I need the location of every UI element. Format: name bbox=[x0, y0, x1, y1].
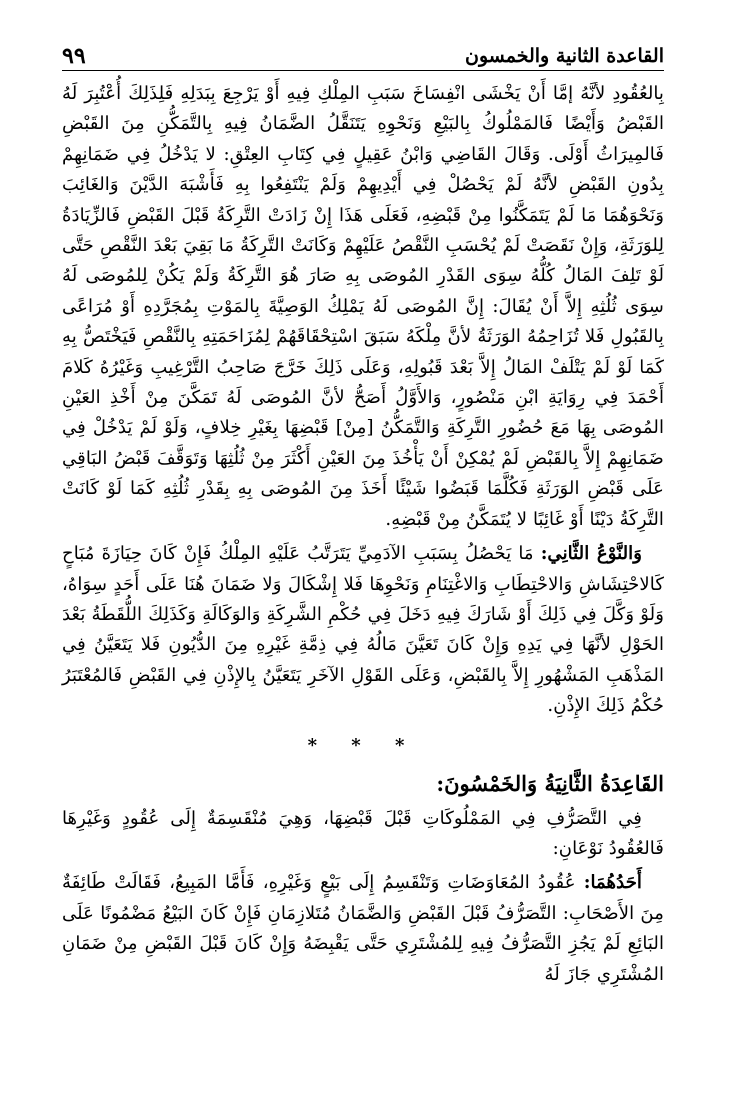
running-title: القاعدة الثانية والخمسون bbox=[465, 45, 664, 67]
first-type-heading: أَحَدُهُمَا: bbox=[583, 872, 642, 894]
page-body bbox=[62, 79, 664, 990]
page-number: ٩٩ bbox=[62, 43, 86, 69]
book-page bbox=[62, 34, 664, 1097]
paragraph-second-type bbox=[62, 539, 664, 721]
section-title: القَاعِدَةُ الثَّانِيَةُ وَالخَمْسُونَ: bbox=[436, 770, 664, 796]
paragraph-inheritance: بِالعُقُودِ لأنَّهُ إمَّا أَنْ يَخْشَى انْفِسَاخَ سَبَبِ المِلْكِ فِيهِ أَوْ يَرْجِعَ بِبَدَلِهِ فَلِذَلِكَ أُعْتُبِرَ لَهُ القَبْضُ وَأَيْضًا فَالمَمْلُوكُ بِالبَيْعِ وَنَحْوِهِ يَتَنَقَّلُ الضَّمَانُ فِيهِ بِالتَّمَكُّنِ مِنَ القَبْضِ فَالمِيرَاثُ أَوْلَى. وَقَالَ القَاضِي وَابْنُ عَقِيلٍ فِي كِتَابِ العِتْقِ: لا يَدْخُلُ فِي ضَمَانِهِمْ بِدُونِ القَبْضِ لأنَّهُ لَمْ يَحْصُلْ فِي أَيْدِيهِمْ وَلَمْ يَنْتَفِعُوا بِهِ فَأَشْبَهَ الدَّيْنَ وَالغَائِبَ وَنَحْوَهُمَا مَا لَمْ يَتَمَكَّنُوا مِنْ قَبْضِهِ، فَعَلَى هَذَا إِنْ زَادَتْ التَّرِكَةُ قَبْلَ القَبْضِ فَالزِّيَادَةُ لِلوَرَثَةِ، وَإِنْ نَقَصَتْ لَمْ يُحْسَبِ النَّقْصُ عَلَيْهِمْ وَكَانَتْ التَّرِكَةُ مَا بَقِيَ بَعْدَ النَّقْصِ حَتَّى لَوْ تَلِفَ المَالُ كُلُّهُ سِوَى القَدْرِ المُوصَى بِهِ صَارَ هُوَ التَّرِكَةُ وَلَمْ يَكُنْ لِلمُوصَى لَهُ سِوَى ثُلُثِهِ إِلاَّ أَنْ يُقَالَ: إِنَّ المُوصَى لَهُ يَمْلِكُ الوَصِيَّةَ بِالمَوْتِ بِمُجَرَّدِهِ أَوْ مُرَاعًى بِالقَبُولِ فَلا تُزَاحِمُهُ الوَرَثَةُ لأنَّ مِلْكَهُ سَبَقَ اسْتِحْقَاقَهُمْ لِمُزَاحَمَتِهِ بِالنَّقْصِ فَيَخْتَصُّ بِهِ كَمَا لَوْ لَمْ يَتْلَفْ المَالُ إِلاَّ بَعْدَ قَبُولِهِ، وَعَلَى ذَلِكَ خَرَّجَ صَاحِبُ التَّرْغِيبِ وَغَيْرُهُ كَلامَ أَحْمَدَ فِي رِوَايَةِ ابْنِ مَنْصُورٍ، وَالأَوَّلُ أَصَحُّ لأنَّ المُوصَى لَهُ تَمَكَّنَ مِنْ أَخْذِ العَيْنِ المُوصَى بِهَا مَعَ حُضُورِ التَّرِكَةِ وَالتَّمَكُّنُ [مِنْ] قَبْضِهَا بِغَيْرِ خِلافٍ، وَلَوْ لَمْ يَدْخُلْ فِي ضَمَانِهِمْ إِلاَّ بِالقَبْضِ لَمْ يُمْكِنْ أَنْ يَأْخُذَ مِنَ العَيْنِ أَكْثَرَ مِنْ ثُلُثِهَا وَتَوَقَّفَ قَبْضُ البَاقِي عَلَى قَبْضِ الوَرَثَةِ فَكُلَّمَا قَبَضُوا شَيْئًا أَخَذَ مِنَ المُوصَى بِهِ بِقَدْرِ ثُلُثِهِ كَمَا لَوْ كَانَتْ التَّرِكَةُ دَيْنًا أَوْ غَائِبًا لا يُتَمَكَّنُ مِنْ قَبْضِهِ. bbox=[62, 83, 664, 530]
paragraph-first-type bbox=[62, 868, 664, 990]
page-header bbox=[62, 34, 664, 71]
first-type-text: عُقُودُ المُعَاوَضَاتِ وَتَنْقَسِمُ إِلَى بَيْعٍ وَغَيْرِهِ، فَأَمَّا المَبِيعُ، فَقَالَتْ طَائِفَةٌ مِنَ الأَصْحَابِ: التَّصَرُّفُ قَبْلَ القَبْضِ وَالضَّمَانُ مُتَلازِمَانِ فَإِنْ كَانَ البَيْعُ مَضْمُونًا عَلَى البَائِعِ لَمْ يَجُزِ التَّصَرُّفُ فِيهِ لِلمُشْتَرِي حَتَّى يَقْبِضَهُ وَإِنْ كَانَ قَبْلَ القَبْضِ مِنْ ضَمَانِ المُشْتَرِي جَازَ لَهُ bbox=[62, 872, 664, 985]
second-type-heading: وَالنَّوْعُ الثَّانِي: bbox=[540, 543, 642, 565]
paragraph-section-intro: فِي التَّصَرُّفِ فِي المَمْلُوكَاتِ قَبْلَ قَبْضِهَا، وَهِيَ مُنْقَسِمَةٌ إِلَى عُقُودٍ وَغَيْرِهَا فَالعُقُودُ نَوْعَانِ: bbox=[62, 807, 664, 859]
section-separator: * * * bbox=[307, 734, 419, 756]
second-type-text: مَا يَحْصُلُ بِسَبَبِ الآدَمِيِّ يَتَرَتَّبُ عَلَيْهِ المِلْكُ فَإِنْ كَانَ حِيَازَةَ مُبَاحٍ كَالاحْتِشَاشِ وَالاحْتِطَابِ وَالاغْتِنَامِ وَنَحْوِهَا فَلا إِشْكَالَ وَلا ضَمَانَ هُنَا عَلَى أَحَدٍ سِوَاهُ، وَلَوْ وَكَّلَ فِي ذَلِكَ أَوْ شَارَكَ فِيهِ دَخَلَ فِي حُكْمِ الشَّرِكَةِ وَالوَكَالَةِ وَكَذَلِكَ اللُّقَطَةُ بَعْدَ الحَوْلِ لأنَّهَا فِي يَدِهِ وَإِنْ كَانَ تَعَيَّنَ مَالُهُ فِي ذِمَّةِ غَيْرِهِ مِنَ الدُّيُونِ فَلا يَتَعَيَّنُ فِي المَذْهَبِ المَشْهُورِ إِلاَّ بِالقَبْضِ، وَعَلَى القَوْلِ الآخَرِ يَتَعَيَّنُ بِالإِذْنِ فِي القَبْضِ فَالمُعْتَبَرُ حُكْمُ ذَلِكَ الإِذْنِ. bbox=[62, 543, 664, 717]
